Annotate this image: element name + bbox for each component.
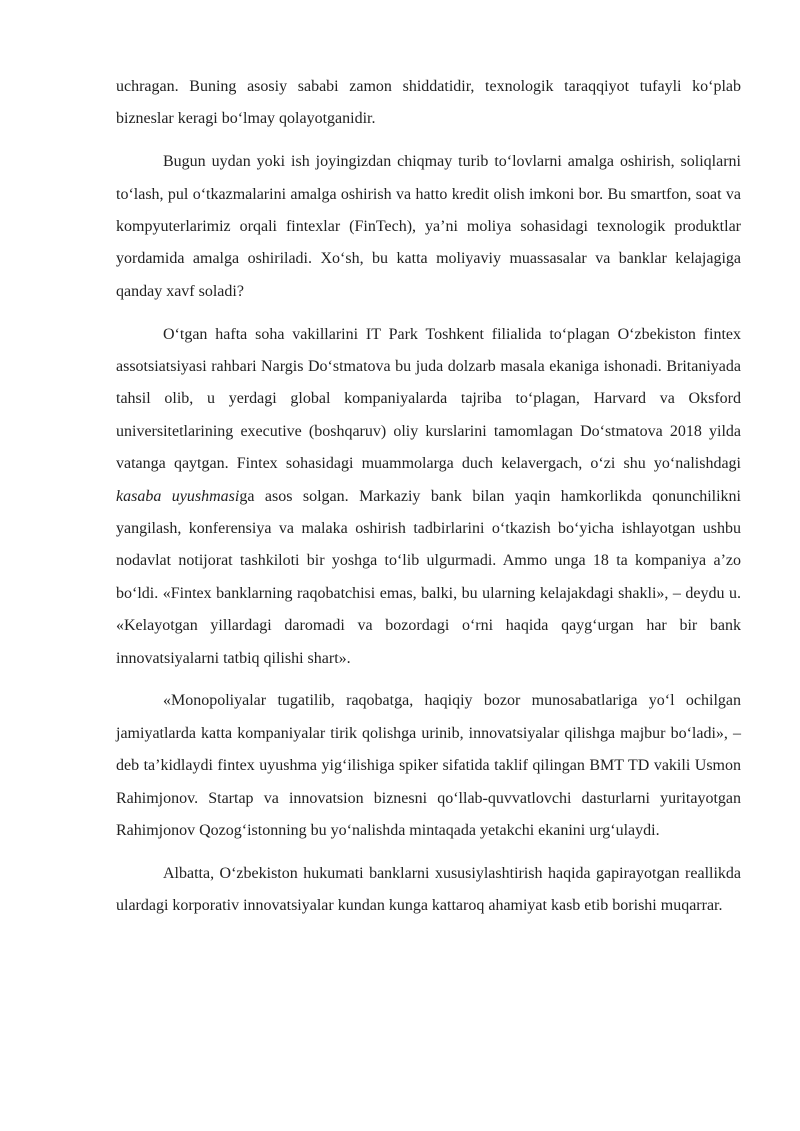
italic-term: kasaba uyushmasi <box>116 487 240 505</box>
paragraph-fintech-intro: Bugun uydan yoki ish joyingizdan chiqmay turib to‘lovlarni amalga oshirish, soliqlarni to‘lash, pul o‘tkazmalarini amalga oshirish va hatto kredit olish imkoni bor. Bu smartfon, soat va kompyuterlarimiz orqali fintexlar (FinTech), ya’ni moliya sohasidagi texnologik produktlar yordamida amalga oshiriladi. Xo‘sh, bu katta moliyaviy muassasalar va banklar kelajagiga qanday xavf soladi? <box>116 153 741 300</box>
paragraph-dostmatova <box>116 319 741 675</box>
paragraph-rahimjonov: «Monopoliyalar tugatilib, raqobatga, haqiqiy bozor munosabatlariga yo‘l ochilgan jamiyatlarda katta kompaniyalar tirik qolishga urinib, innovatsiyalar qilishga majbur bo‘ladi», – deb ta’kidlaydi fintex uyushma yig‘ilishiga spiker sifatida taklif qilingan BMT TD vakili Usmon Rahimjonov. Startap va innovatsion biznesni qo‘llab-quvvatlovchi dasturlarni yuritayotgan Rahimjonov Qozog‘istonning bu yo‘nalishda mintaqada yetakchi ekanini urg‘ulaydi. <box>116 692 741 840</box>
paragraph-conclusion: Albatta, O‘zbekiston hukumati banklarni xususiylashtirish haqida gapirayotgan reallikda ulardagi korporativ innovatsiyalar kundan kunga kattaroq ahamiyat kasb etib borishi muqarrar. <box>116 864 741 915</box>
document-page <box>116 71 741 933</box>
paragraph-continuation: uchragan. Buning asosiy sababi zamon shiddatidir, texnologik taraqqiyot tufayli ko‘plab bizneslar keragi bo‘lmay qolayotganidir. <box>116 78 741 128</box>
paragraph-text-after-italic: ga asos solgan. Markaziy bank bilan yaqin hamkorlikda qonunchilikni yangilash, konferensiya va malaka oshirish tadbirlarini o‘tkazish bo‘yicha ishlayotgan ushbu nodavlat notijorat tashkiloti bir yoshga to‘lib ulgurmadi. Ammo unga 18 ta kompaniya a’zo bo‘ldi. «Fintex banklarning raqobatchisi emas, balki, bu ularning kelajakdagi shakli», – deydu u. «Kelayotgan yillardagi daromadi va bozordagi o‘rni haqida qayg‘urgan har bir bank innovatsiyalarni tatbiq qilishi shart». <box>116 487 741 667</box>
paragraph-text-before-italic: O‘tgan hafta soha vakillarini IT Park Toshkent filialida to‘plagan O‘zbekiston fintex assotsiatsiyasi rahbari Nargis Do‘stmatova bu juda dolzarb masala ekaniga ishonadi. Britaniyada tahsil olib, u yerdagi global kompaniyalarda tajriba to‘plagan, Harvard va Oksford universitetlarining executive (boshqaruv) oliy kurslarini tamomlagan Do‘stmatova 2018 yilda vatanga qaytgan. Fintex sohasidagi muammolarga duch kelavergach, o‘zi shu yo‘nalishdagi <box>116 325 741 473</box>
